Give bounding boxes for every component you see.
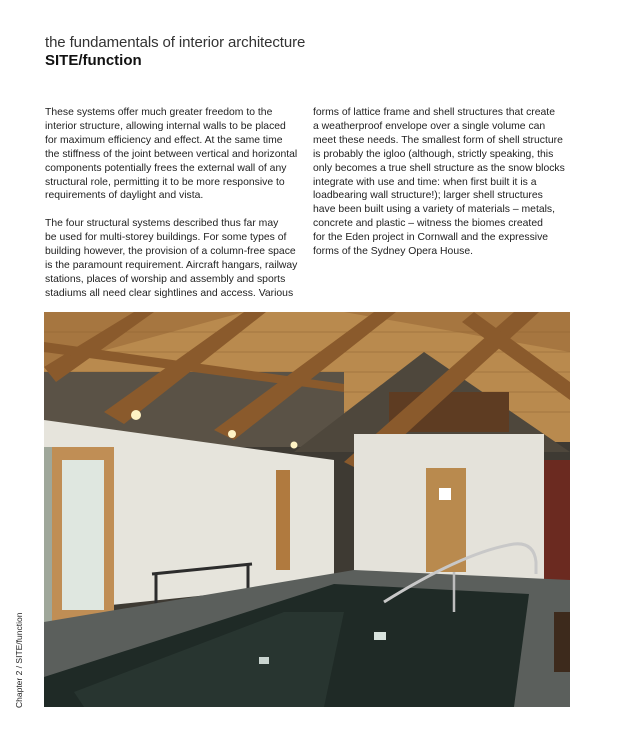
text-line: only becomes a true shell structure as the snow blocks (313, 162, 565, 174)
text-line: a weatherproof envelope over a single volume can (313, 120, 546, 132)
text-line: building however, the provision of a column-free space (45, 246, 296, 258)
text-line: the stiffness of the joint between vertical and horizontal (45, 148, 298, 160)
text-line: is probably the igloo (although, strictly speaking, this (313, 148, 554, 160)
text-line: be used for multi-storey buildings. For some types of (45, 232, 287, 244)
text-line: forms of the Sydney Opera House. (313, 246, 473, 258)
book-title: the fundamentals of interior architecture (45, 34, 306, 51)
text-line: The four structural systems described thus far may (45, 218, 279, 230)
paragraph (313, 106, 579, 259)
text-line: for maximum efficiency and effect. At the same time (45, 134, 283, 146)
section-title: SITE/function (45, 52, 142, 69)
right-text-column (313, 106, 579, 273)
wooden-door-left (276, 470, 290, 570)
text-line: These systems offer much greater freedom to the (45, 107, 273, 118)
paragraph (45, 217, 307, 300)
text-line: loadbearing wall structure!); larger shell structures (313, 190, 543, 202)
text-line: structural role, permitting it to be more responsive to (45, 176, 285, 188)
text-line: interior structure, allowing internal walls to be placed (45, 120, 286, 132)
text-line: have been built using a variety of materials – metals, (313, 204, 555, 216)
text-line: components potentially frees the external wall of any (45, 162, 287, 174)
text-line: meet these needs. The smallest form of shell structure (313, 134, 563, 146)
left-text-column (45, 106, 307, 315)
text-line: requirements of daylight and vista. (45, 190, 204, 202)
text-line: stadiums all need clear sightlines and access. Various (45, 287, 294, 299)
pool-photo (44, 312, 570, 707)
text-line: forms of lattice frame and shell structures that create (313, 107, 555, 118)
paragraph (45, 106, 307, 203)
chapter-label: Chapter 2 / SITE/function (14, 612, 24, 708)
text-line: concrete and plastic – witness the biomes created (313, 218, 543, 230)
text-line: for the Eden project in Cornwall and the expressive (313, 232, 549, 244)
text-line: stations, places of worship and assembly and sports (45, 273, 286, 285)
text-line: is the paramount requirement. Aircraft hangars, railway (45, 259, 298, 271)
wooden-door-back (426, 468, 466, 572)
text-line: integrate with use and time: when first built it is a (313, 176, 537, 188)
